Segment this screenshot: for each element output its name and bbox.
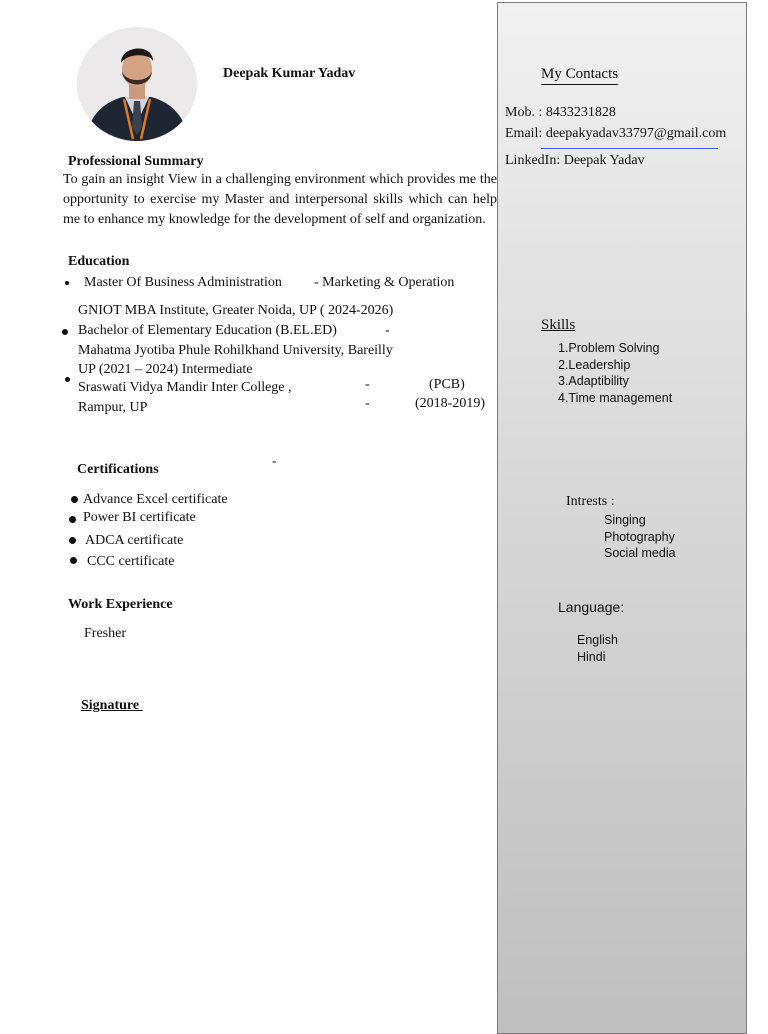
bullet-icon	[65, 377, 70, 382]
interest-item: Photography	[604, 529, 675, 544]
cert-item: Power BI certificate	[83, 510, 196, 525]
education-heading: Education	[68, 254, 130, 269]
skills-heading: Skills	[541, 317, 576, 333]
candidate-name: Deepak Kumar Yadav	[223, 66, 356, 81]
inter-years: (2018-2019)	[415, 396, 485, 411]
interests-list	[604, 512, 676, 562]
contacts-heading: My Contacts	[541, 66, 618, 85]
bel-dash: -	[385, 323, 390, 338]
mba-specialization: - Marketing & Operation	[314, 275, 455, 290]
work-value: Fresher	[84, 626, 126, 641]
bullet-icon	[70, 557, 77, 564]
mba-institute: GNIOT MBA Institute, Greater Noida, UP ( 2024-2026)	[78, 303, 394, 318]
language-item: English	[577, 633, 618, 647]
language-item: Hindi	[577, 649, 606, 664]
stray-dash: -	[272, 454, 277, 469]
cert-item: ADCA certificate	[85, 533, 184, 548]
person-portrait-icon	[77, 27, 197, 141]
interest-item: Social media	[604, 546, 676, 560]
mba-title: Master Of Business Administration	[84, 275, 282, 290]
summary-text: To gain an insight View in a challenging environment which provides me the opportunity to exercise my Master and interpersonal skills which can help me to enhance my knowledge for the development of self and organization.	[63, 172, 497, 227]
inter-school: Sraswati Vidya Mandir Inter College ,	[78, 380, 292, 395]
bullet-icon	[69, 537, 76, 544]
bel-university: Mahatma Jyotiba Phule Rohilkhand University, Bareilly	[78, 343, 393, 358]
bel-title: Bachelor of Elementary Education (B.EL.ED)	[78, 323, 337, 338]
language-list	[577, 632, 618, 665]
inter-dash: -	[365, 377, 370, 392]
interests-heading: Intrests :	[566, 494, 615, 509]
bullet-icon	[62, 329, 68, 335]
summary-heading: Professional Summary	[68, 154, 204, 169]
cert-item: Advance Excel certificate	[83, 492, 228, 507]
interest-item: Singing	[604, 513, 646, 527]
skill-item: 1.Problem Solving	[558, 341, 660, 355]
skill-item: 4.Time management	[558, 390, 673, 405]
profile-photo	[77, 27, 197, 141]
inter-dash-2: -	[365, 396, 370, 411]
bullet-icon	[69, 516, 76, 523]
language-heading: Language:	[558, 599, 625, 615]
skill-item: 2.Leadership	[558, 357, 631, 372]
cert-item: CCC certificate	[87, 554, 175, 569]
signature-label: Signature	[81, 698, 143, 713]
skill-item: 3.Adaptibility	[558, 374, 629, 388]
email-underline	[541, 148, 718, 149]
contact-email[interactable]: Email: deepakyadav33797@gmail.com	[505, 126, 727, 141]
bullet-icon	[71, 496, 78, 503]
work-heading: Work Experience	[68, 597, 173, 612]
inter-stream: (PCB)	[429, 377, 465, 392]
inter-place: Rampur, UP	[78, 400, 148, 415]
skills-list	[558, 340, 672, 406]
certifications-heading: Certifications	[77, 462, 159, 477]
contact-linkedin[interactable]: LinkedIn: Deepak Yadav	[505, 153, 645, 168]
bel-years: UP (2021 – 2024) Intermediate	[78, 362, 253, 377]
contact-mobile: Mob. : 8433231828	[505, 105, 616, 120]
bullet-icon	[65, 281, 69, 285]
